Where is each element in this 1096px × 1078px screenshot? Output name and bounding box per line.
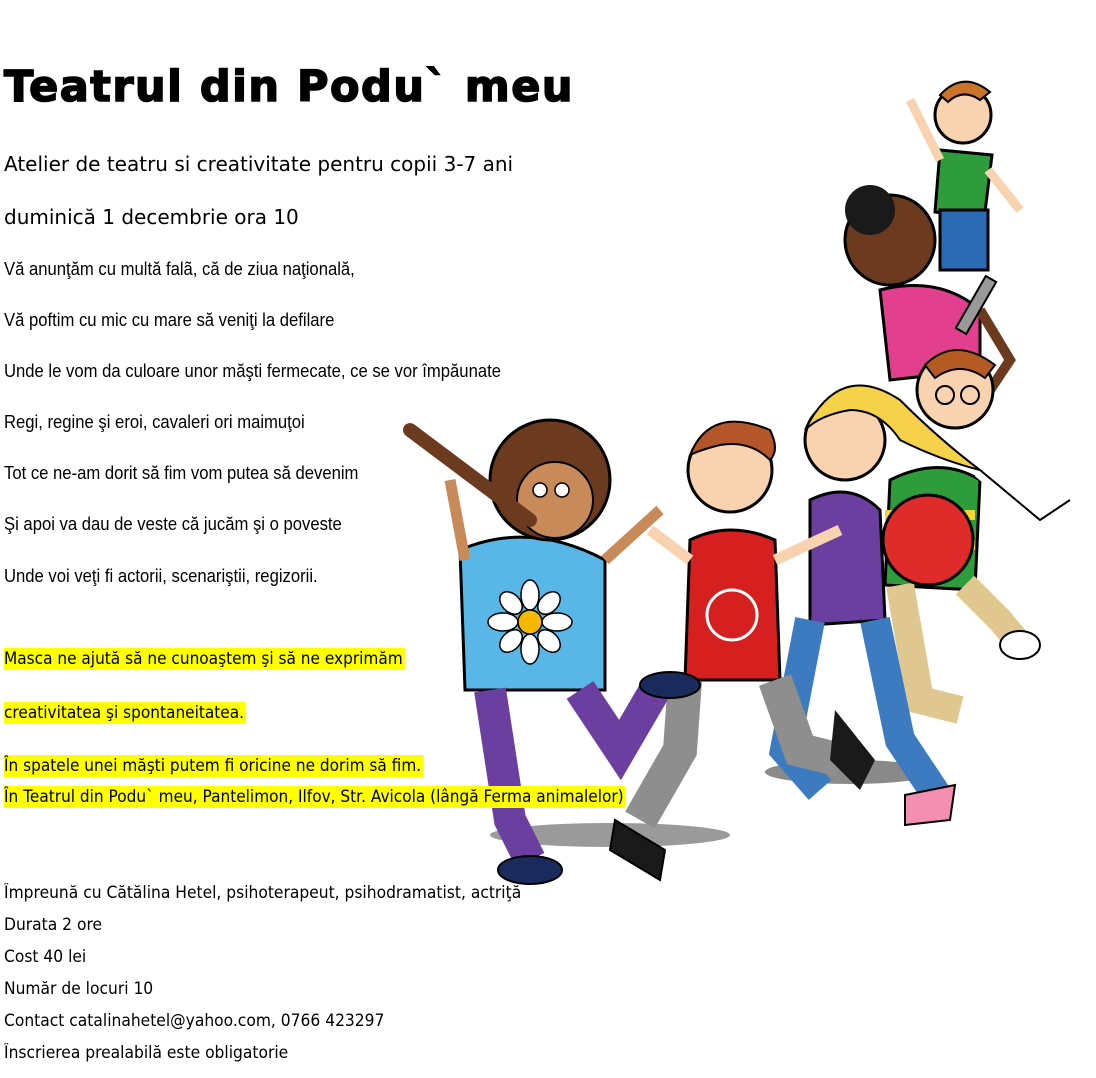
poem-line: Vă anunţăm cu multă falã, că de ziua naţională,	[4, 258, 355, 279]
event-date: duminică 1 decembrie ora 10	[4, 205, 299, 229]
seats-info: Număr de locuri 10	[4, 979, 154, 998]
cost-info: Cost 40 lei	[4, 947, 87, 966]
highlighted-text: Masca ne ajută să ne cunoaştem şi să ne exprimăm	[4, 649, 403, 668]
poem-line: Şi apoi va dau de veste că jucăm şi o poveste	[4, 513, 342, 534]
child-red-shirt	[610, 422, 875, 880]
contact-info: Contact catalinahetel@yahoo.com, 0766 423297	[4, 1011, 385, 1030]
page-title: Teatrul din Podu` meu	[4, 62, 574, 112]
poem-line: Regi, regine şi eroi, cavaleri ori maimuţoi	[4, 411, 305, 432]
child-glasses	[883, 350, 1070, 710]
poem-line: Unde le vom da culoare unor măşti fermecate, ce se vor împăunate	[4, 360, 501, 381]
duration-info: Durata 2 ore	[4, 915, 103, 934]
workshop-subtitle: Atelier de teatru si creativitate pentru copii 3-7 ani	[4, 152, 514, 176]
registration-info: Înscrierea prealabilă este obligatorie	[4, 1043, 289, 1062]
poem-line: Tot ce ne-am dorit să fim vom putea să devenim	[4, 462, 359, 483]
poem-line: Unde voi veţi fi actorii, scenariştii, regizorii.	[4, 565, 318, 586]
poem-line: Vă poftim cu mic cu mare să veniţi la defilare	[4, 309, 335, 330]
highlighted-text: În spatele unei măşti putem fi oricine ne dorim să fim.	[4, 756, 422, 775]
location-text: În Teatrul din Podu` meu, Pantelimon, Ilfov, Str. Avicola (lângă Ferma animalelor)	[4, 787, 624, 806]
instructor-info: Împreună cu Cătălina Hetel, psihoterapeut, psihodramatist, actriţă	[4, 883, 522, 902]
highlighted-text: creativitatea şi spontaneitatea.	[4, 703, 245, 722]
children-parade-illustration	[380, 60, 1096, 960]
